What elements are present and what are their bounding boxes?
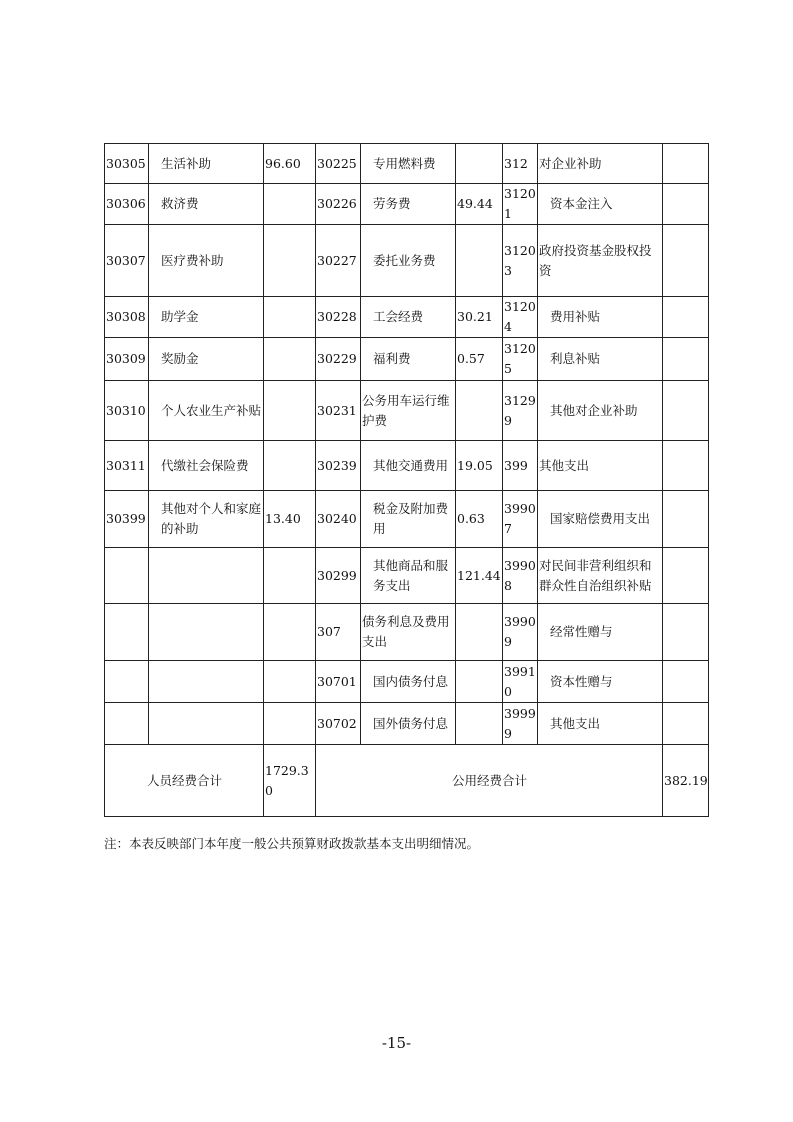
cell-amount: 13.40 [264,491,316,548]
cell-amount [264,548,316,604]
cell-code: 30239 [316,441,361,491]
table-row [105,661,709,703]
cell-amount: 96.60 [264,144,316,184]
cell-name: 奖励金 [149,338,264,381]
cell-name: 福利费 [361,338,456,381]
cell-code: 30228 [316,297,361,338]
cell-code: 307 [316,604,361,661]
cell-name: 政府投资基金股权投资 [538,225,663,297]
cell-code: 30305 [105,144,149,184]
cell-amount [456,225,503,297]
cell-name: 生活补助 [149,144,264,184]
cell-amount [264,297,316,338]
cell-name [149,548,264,604]
cell-code: 312 [503,144,538,184]
cell-amount [264,441,316,491]
cell-amount: 0.63 [456,491,503,548]
cell-name: 其他对个人和家庭的补助 [149,491,264,548]
page-number: -15- [381,1034,412,1052]
cell-amount [663,548,709,604]
cell-name: 资本金注入 [538,184,663,225]
cell-code: 39908 [503,548,538,604]
cell-name [149,604,264,661]
cell-amount: 30.21 [456,297,503,338]
cell-amount [264,381,316,441]
cell-name: 国家赔偿费用支出 [538,491,663,548]
cell-name: 代缴社会保险费 [149,441,264,491]
cell-name: 其他交通费用 [361,441,456,491]
table-row [105,338,709,381]
cell-amount [663,225,709,297]
cell-name: 费用补贴 [538,297,663,338]
cell-code: 30399 [105,491,149,548]
table-row [105,381,709,441]
cell-amount [264,225,316,297]
cell-name: 其他支出 [538,703,663,745]
personnel-total-label: 人员经费合计 [105,745,264,817]
cell-name: 个人农业生产补贴 [149,381,264,441]
cell-amount [663,441,709,491]
cell-code: 39999 [503,703,538,745]
cell-name: 对企业补助 [538,144,663,184]
cell-name: 委托业务费 [361,225,456,297]
table-row [105,144,709,184]
cell-amount [663,604,709,661]
cell-name: 其他商品和服务支出 [361,548,456,604]
cell-amount [663,184,709,225]
cell-code: 39909 [503,604,538,661]
cell-amount [456,661,503,703]
cell-name: 助学金 [149,297,264,338]
table-row [105,604,709,661]
expenditure-detail-table [104,143,709,817]
cell-amount: 49.44 [456,184,503,225]
cell-amount [264,703,316,745]
cell-name: 经常性赠与 [538,604,663,661]
table-row [105,225,709,297]
cell-name: 国内债务付息 [361,661,456,703]
cell-name: 债务利息及费用支出 [361,604,456,661]
cell-amount [264,661,316,703]
cell-amount [663,703,709,745]
cell-name: 医疗费补助 [149,225,264,297]
cell-amount [264,184,316,225]
cell-code: 30240 [316,491,361,548]
cell-code: 30299 [316,548,361,604]
cell-amount [663,491,709,548]
total-row [105,745,709,817]
cell-code [105,703,149,745]
table-row [105,548,709,604]
cell-code: 30308 [105,297,149,338]
cell-code: 31201 [503,184,538,225]
cell-name: 利息补贴 [538,338,663,381]
personnel-total-value: 1729.30 [264,745,316,817]
cell-code: 30309 [105,338,149,381]
cell-name: 税金及附加费用 [361,491,456,548]
cell-amount [456,604,503,661]
cell-code [105,604,149,661]
cell-name: 国外债务付息 [361,703,456,745]
cell-amount [456,144,503,184]
cell-amount [663,381,709,441]
cell-code: 39907 [503,491,538,548]
public-total-value: 382.19 [663,745,709,817]
cell-name: 对民间非营利组织和群众性自治组织补贴 [538,548,663,604]
cell-code: 30701 [316,661,361,703]
cell-code: 30310 [105,381,149,441]
cell-amount [264,338,316,381]
cell-amount [663,338,709,381]
cell-name [149,661,264,703]
cell-amount [456,381,503,441]
cell-code: 30702 [316,703,361,745]
cell-name: 救济费 [149,184,264,225]
table-row [105,184,709,225]
cell-name: 劳务费 [361,184,456,225]
cell-code: 30227 [316,225,361,297]
table-row [105,491,709,548]
cell-name: 公务用车运行维护费 [361,381,456,441]
table-row [105,703,709,745]
cell-code [105,661,149,703]
cell-amount [663,661,709,703]
cell-code [105,548,149,604]
cell-code: 30231 [316,381,361,441]
table-row [105,297,709,338]
cell-code: 30306 [105,184,149,225]
cell-code: 30226 [316,184,361,225]
cell-name: 工会经费 [361,297,456,338]
cell-code: 39910 [503,661,538,703]
cell-name: 其他支出 [538,441,663,491]
cell-name: 其他对企业补助 [538,381,663,441]
cell-code: 30311 [105,441,149,491]
cell-amount: 19.05 [456,441,503,491]
cell-code: 30229 [316,338,361,381]
cell-name: 资本性赠与 [538,661,663,703]
table-row [105,441,709,491]
cell-code: 399 [503,441,538,491]
cell-code: 31203 [503,225,538,297]
public-total-label: 公用经费合计 [316,745,663,817]
cell-code: 31299 [503,381,538,441]
cell-amount: 0.57 [456,338,503,381]
cell-amount [456,703,503,745]
cell-amount [663,144,709,184]
cell-name: 专用燃料费 [361,144,456,184]
cell-code: 31204 [503,297,538,338]
cell-amount [264,604,316,661]
cell-amount [663,297,709,338]
cell-code: 30307 [105,225,149,297]
cell-amount: 121.44 [456,548,503,604]
cell-code: 30225 [316,144,361,184]
table-note: 注：本表反映部门本年度一般公共预算财政拨款基本支出明细情况。 [104,836,480,851]
cell-code: 31205 [503,338,538,381]
cell-name [149,703,264,745]
